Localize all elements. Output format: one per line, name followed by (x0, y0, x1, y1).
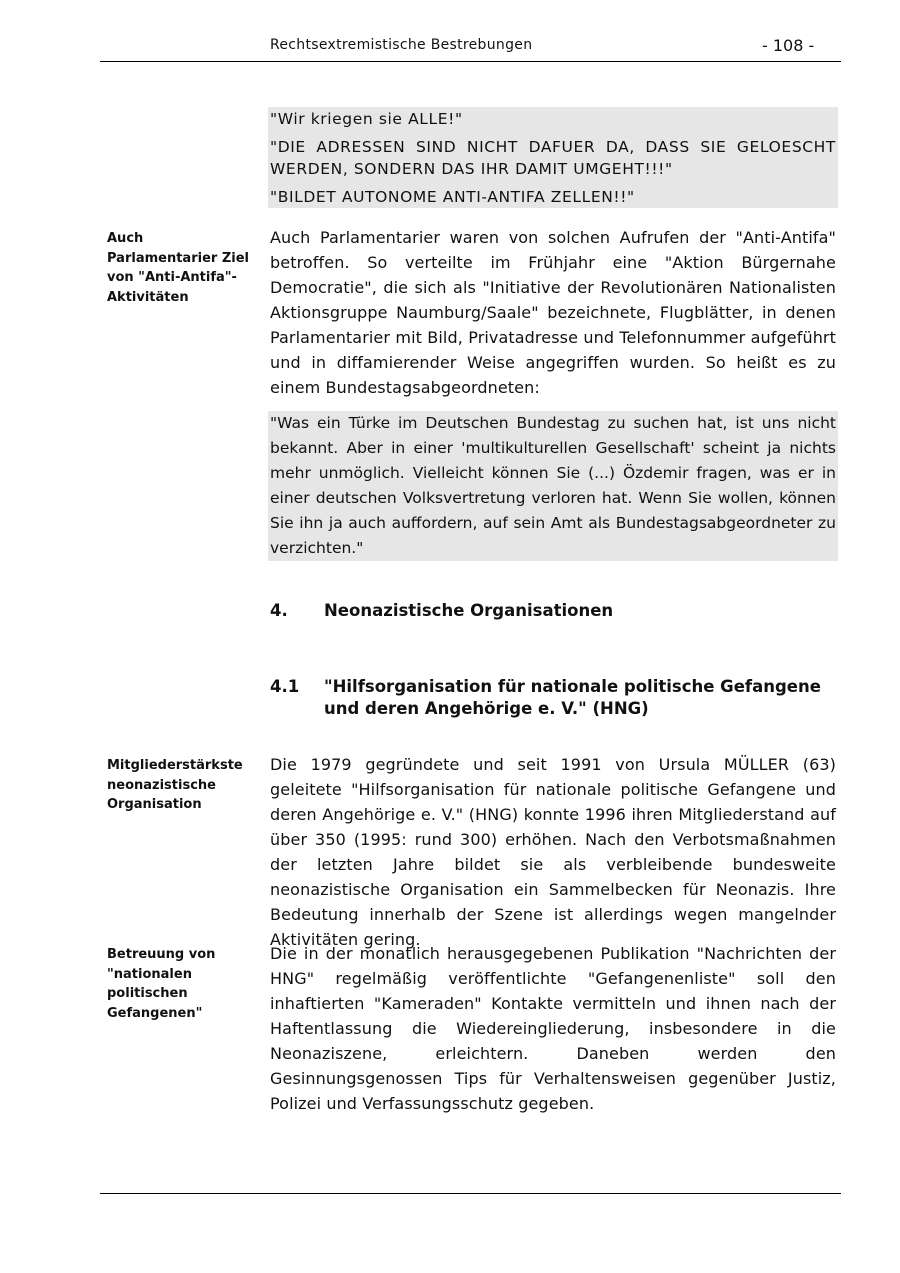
margin-note-parliament: Auch Parlamentarier Ziel von "Anti-Antifa"-Aktivitäten (107, 231, 249, 305)
footer-divider (100, 1193, 841, 1194)
section-number: 4. (270, 601, 288, 620)
page-number: - 108 - (762, 36, 815, 55)
margin-note-members: Mitgliederstärkste neonazistische Organisation (107, 758, 243, 812)
leaflet-quote-text: "Was ein Türke im Deutschen Bundestag zu suchen hat, ist uns nicht bekannt. Aber in einer 'multikulturellen Gesellschaft' scheint ja nichts mehr unmöglich. Vielleicht können Sie (...) Özdemir fragen, was er in einer deutschen Volksvertretung verloren hat. Wenn Sie wollen, können Sie ihn ja auch auffordern, auf sein Amt als Bundestagsabgeordneter zu verzichten." (270, 414, 836, 557)
slogan-line-2: "DIE ADRESSEN SIND NICHT DAFUER DA, DASS SIE GELOESCHT WERDEN, SONDERN DAS IHR DAMIT UMGEHT!!!" (270, 138, 836, 178)
subsection-title: "Hilfsorganisation für nationale politische Gefangene und deren Angehörige e. V." (HNG) (324, 677, 821, 718)
leaflet-quote-box (268, 411, 838, 561)
paragraph-members: Die 1979 gegründete und seit 1991 von Ursula MÜLLER (63) geleitete "Hilfsorganisation für nationale politische Gefangene und deren Angehörige e. V." (HNG) konnte 1996 ihren Mitgliederstand auf über 350 (1995: rund 300) erhöhen. Nach den Verbotsmaßnahmen der letzten Jahre bildet sie als verbleibende bundesweite neonazistische Organisation ein Sammelbecken für Neonazis. Ihre Bedeutung innerhalb der Szene ist allerdings wegen mangelnder Aktivitäten gering. (270, 755, 836, 949)
header-divider (100, 61, 841, 62)
slogan-quote-box (268, 107, 838, 208)
slogan-line-3: "BILDET AUTONOME ANTI-ANTIFA ZELLEN!!" (270, 188, 635, 206)
subsection-number: 4.1 (270, 677, 300, 696)
slogan-line-1: "Wir kriegen sie ALLE!" (270, 110, 463, 128)
running-header: Rechtsextremistische Bestrebungen (270, 37, 533, 53)
section-title: Neonazistische Organisationen (324, 601, 614, 620)
paragraph-care: Die in der monatlich herausgegebenen Publikation "Nachrichten der HNG" regelmäßig veröffentlichte "Gefangenenliste" soll den inhaftierten "Kameraden" Kontakte vermitteln und ihnen nach der Haftentlassung die Wiedereingliederung, insbesondere in die Neonaziszene, erleichtern. Daneben werden den Gesinnungsgenossen Tips für Verhaltensweisen gegenüber Justiz, Polizei und Verfassungsschutz gegeben. (270, 944, 836, 1113)
margin-note-care: Betreuung von "nationalen politischen Gefangenen" (107, 947, 216, 1021)
paragraph-parliament: Auch Parlamentarier waren von solchen Aufrufen der "Anti-Antifa" betroffen. So verteilte im Frühjahr eine "Aktion Bürgernahe Democratie", die sich als "Initiative der Revolutionären Nationalisten Aktionsgruppe Naumburg/Saale" bezeichnete, Flugblätter, in denen Parlamentarier mit Bild, Privatadresse und Telefonnummer aufgeführt und in diffamierender Weise angegriffen wurden. So heißt es zu einem Bundestagsabgeordneten: (270, 228, 836, 397)
